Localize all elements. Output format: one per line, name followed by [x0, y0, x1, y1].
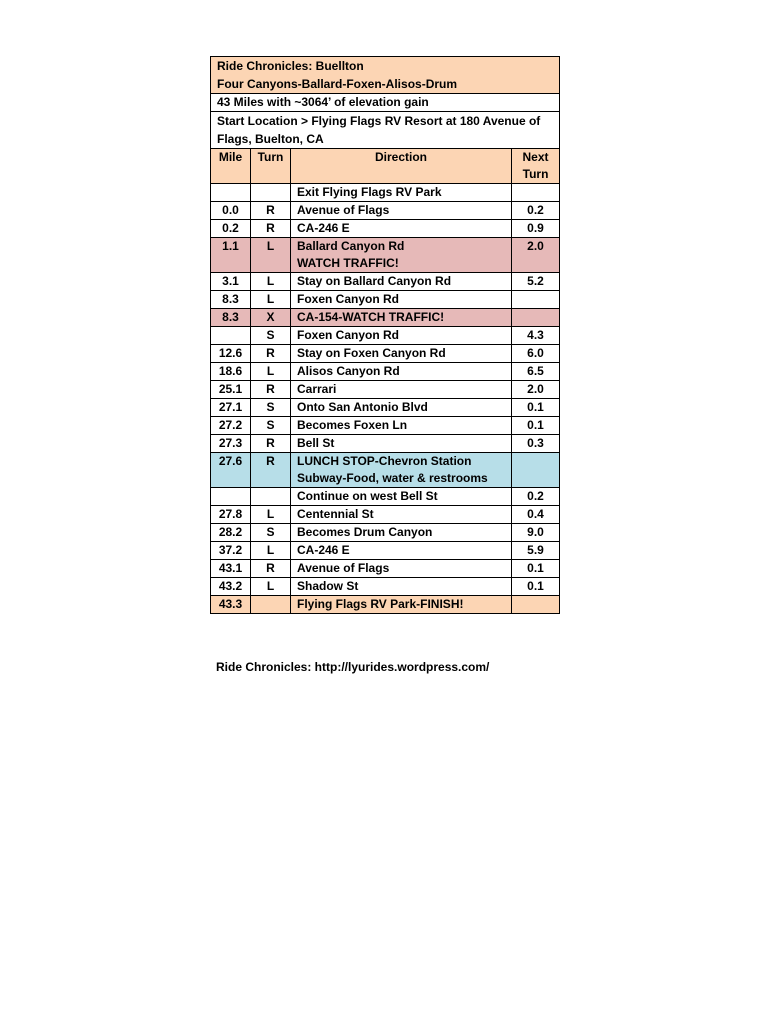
cue-next-turn: 0.1 — [512, 560, 560, 578]
cue-next-turn: 0.9 — [512, 220, 560, 238]
cue-row — [211, 560, 560, 578]
cue-row — [211, 202, 560, 220]
cue-turn: R — [251, 202, 291, 220]
column-header-row — [211, 149, 560, 184]
cue-direction-text: Exit Flying Flags RV Park — [297, 185, 442, 199]
cue-direction — [291, 417, 512, 435]
cue-row — [211, 453, 560, 488]
cue-next-turn: 2.0 — [512, 381, 560, 399]
cue-direction — [291, 309, 512, 327]
cue-row — [211, 327, 560, 345]
cue-direction-text: Stay on Foxen Canyon Rd — [297, 346, 446, 360]
cue-direction — [291, 399, 512, 417]
cue-direction — [291, 542, 512, 560]
cue-row — [211, 309, 560, 327]
cue-row — [211, 363, 560, 381]
cue-direction-note: Subway-Food, water & restrooms — [297, 471, 488, 485]
cue-mile — [211, 184, 251, 202]
cue-direction — [291, 506, 512, 524]
cue-next-turn: 5.2 — [512, 273, 560, 291]
cue-next-turn — [512, 184, 560, 202]
cue-direction-text: Alisos Canyon Rd — [297, 364, 400, 378]
cue-direction-text: Flying Flags RV Park-FINISH! — [297, 597, 464, 611]
cue-turn: R — [251, 453, 291, 488]
cue-next-turn — [512, 453, 560, 488]
cue-direction-text: Becomes Foxen Ln — [297, 418, 408, 432]
cue-row — [211, 220, 560, 238]
cue-direction-text: CA-246 E — [297, 221, 350, 235]
cue-turn — [251, 596, 291, 614]
start-location-row — [211, 112, 560, 149]
distance-text: 43 Miles with ~3064’ of elevation gain — [211, 94, 560, 112]
cue-direction — [291, 238, 512, 273]
cue-mile — [211, 327, 251, 345]
cue-turn: L — [251, 291, 291, 309]
cue-turn: R — [251, 345, 291, 363]
cue-direction — [291, 596, 512, 614]
cue-next-turn: 0.1 — [512, 578, 560, 596]
cue-next-turn — [512, 309, 560, 327]
cue-direction — [291, 560, 512, 578]
column-header-next-turn: Next Turn — [512, 149, 560, 184]
cue-row — [211, 399, 560, 417]
cue-turn: S — [251, 524, 291, 542]
cue-row — [211, 291, 560, 309]
ride-title: Ride Chronicles: Buellton — [217, 59, 364, 73]
cue-direction-text: Foxen Canyon Rd — [297, 292, 400, 306]
cue-direction-text: Becomes Drum Canyon — [297, 525, 433, 539]
cue-direction-text: Centennial St — [297, 507, 374, 521]
cue-direction — [291, 184, 512, 202]
cue-next-turn: 5.9 — [512, 542, 560, 560]
cue-next-turn: 2.0 — [512, 238, 560, 273]
cue-sheet — [210, 56, 559, 614]
cue-next-turn: 0.1 — [512, 417, 560, 435]
cue-direction-text: LUNCH STOP-Chevron Station — [297, 454, 472, 468]
column-header-mile: Mile — [211, 149, 251, 184]
cue-mile: 8.3 — [211, 291, 251, 309]
cue-next-turn: 0.4 — [512, 506, 560, 524]
cue-direction — [291, 345, 512, 363]
cue-turn: L — [251, 273, 291, 291]
cue-turn: S — [251, 327, 291, 345]
cue-turn: R — [251, 220, 291, 238]
cue-turn — [251, 184, 291, 202]
cue-direction — [291, 363, 512, 381]
cue-mile: 3.1 — [211, 273, 251, 291]
cue-mile: 27.3 — [211, 435, 251, 453]
title-row — [211, 57, 560, 94]
cue-next-turn — [512, 596, 560, 614]
cue-mile: 1.1 — [211, 238, 251, 273]
cue-direction — [291, 220, 512, 238]
cue-direction — [291, 524, 512, 542]
cue-row — [211, 238, 560, 273]
cue-next-turn: 6.0 — [512, 345, 560, 363]
cue-mile: 27.8 — [211, 506, 251, 524]
cue-mile: 43.3 — [211, 596, 251, 614]
cue-direction — [291, 327, 512, 345]
cue-turn: R — [251, 560, 291, 578]
cue-mile: 12.6 — [211, 345, 251, 363]
cue-direction — [291, 435, 512, 453]
cue-row — [211, 578, 560, 596]
cue-turn: L — [251, 506, 291, 524]
cue-row — [211, 596, 560, 614]
cue-next-turn: 9.0 — [512, 524, 560, 542]
cue-direction-text: CA-246 E — [297, 543, 350, 557]
cue-direction-text: CA-154-WATCH TRAFFIC! — [297, 310, 445, 324]
cue-row — [211, 524, 560, 542]
cue-mile: 43.2 — [211, 578, 251, 596]
cue-mile: 27.6 — [211, 453, 251, 488]
cue-direction-text: Avenue of Flags — [297, 203, 390, 217]
cue-direction — [291, 381, 512, 399]
cue-next-turn: 6.5 — [512, 363, 560, 381]
cue-direction — [291, 202, 512, 220]
cue-turn: L — [251, 363, 291, 381]
cue-row — [211, 381, 560, 399]
start-location-text: Start Location > Flying Flags RV Resort at 180 Avenue of Flags, Buelton, CA — [211, 112, 560, 149]
cue-turn: L — [251, 542, 291, 560]
cue-direction — [291, 291, 512, 309]
cue-turn: X — [251, 309, 291, 327]
ride-subtitle: Four Canyons-Ballard-Foxen-Alisos-Drum — [217, 77, 458, 91]
cue-mile — [211, 488, 251, 506]
cue-turn: R — [251, 381, 291, 399]
cue-row — [211, 506, 560, 524]
cue-next-turn: 0.1 — [512, 399, 560, 417]
cue-turn: S — [251, 399, 291, 417]
cue-next-turn: 0.3 — [512, 435, 560, 453]
cue-mile: 25.1 — [211, 381, 251, 399]
footer-credit: Ride Chronicles: http://lyurides.wordpress.com/ — [216, 660, 490, 674]
cue-mile: 27.1 — [211, 399, 251, 417]
cue-direction-text: Avenue of Flags — [297, 561, 390, 575]
cue-direction-text: Continue on west Bell St — [297, 489, 438, 503]
cue-direction-text: Stay on Ballard Canyon Rd — [297, 274, 452, 288]
cue-turn: S — [251, 417, 291, 435]
cue-direction — [291, 578, 512, 596]
cue-mile: 28.2 — [211, 524, 251, 542]
cue-direction — [291, 488, 512, 506]
cue-row — [211, 184, 560, 202]
cue-mile: 8.3 — [211, 309, 251, 327]
cue-row — [211, 273, 560, 291]
cue-next-turn: 0.2 — [512, 202, 560, 220]
cue-turn: R — [251, 435, 291, 453]
cue-mile: 27.2 — [211, 417, 251, 435]
cue-direction-note: WATCH TRAFFIC! — [297, 256, 399, 270]
cue-mile: 0.0 — [211, 202, 251, 220]
cue-turn: L — [251, 238, 291, 273]
cue-direction — [291, 453, 512, 488]
cue-mile: 0.2 — [211, 220, 251, 238]
column-header-direction: Direction — [291, 149, 512, 184]
cue-next-turn: 0.2 — [512, 488, 560, 506]
cue-direction-text: Shadow St — [297, 579, 359, 593]
cue-direction-text: Onto San Antonio Blvd — [297, 400, 428, 414]
cue-mile: 18.6 — [211, 363, 251, 381]
cue-row — [211, 417, 560, 435]
cue-row — [211, 488, 560, 506]
cue-row — [211, 345, 560, 363]
distance-row — [211, 94, 560, 112]
cue-mile: 37.2 — [211, 542, 251, 560]
cue-next-turn: 4.3 — [512, 327, 560, 345]
cue-mile: 43.1 — [211, 560, 251, 578]
column-header-turn: Turn — [251, 149, 291, 184]
cue-direction-text: Ballard Canyon Rd — [297, 239, 405, 253]
cue-next-turn — [512, 291, 560, 309]
title-cell — [211, 57, 560, 94]
cue-sheet-table — [210, 56, 560, 614]
cue-direction-text: Bell St — [297, 436, 335, 450]
cue-row — [211, 435, 560, 453]
cue-direction-text: Foxen Canyon Rd — [297, 328, 400, 342]
cue-turn: L — [251, 578, 291, 596]
cue-direction — [291, 273, 512, 291]
cue-turn — [251, 488, 291, 506]
cue-row — [211, 542, 560, 560]
cue-direction-text: Carrari — [297, 382, 337, 396]
